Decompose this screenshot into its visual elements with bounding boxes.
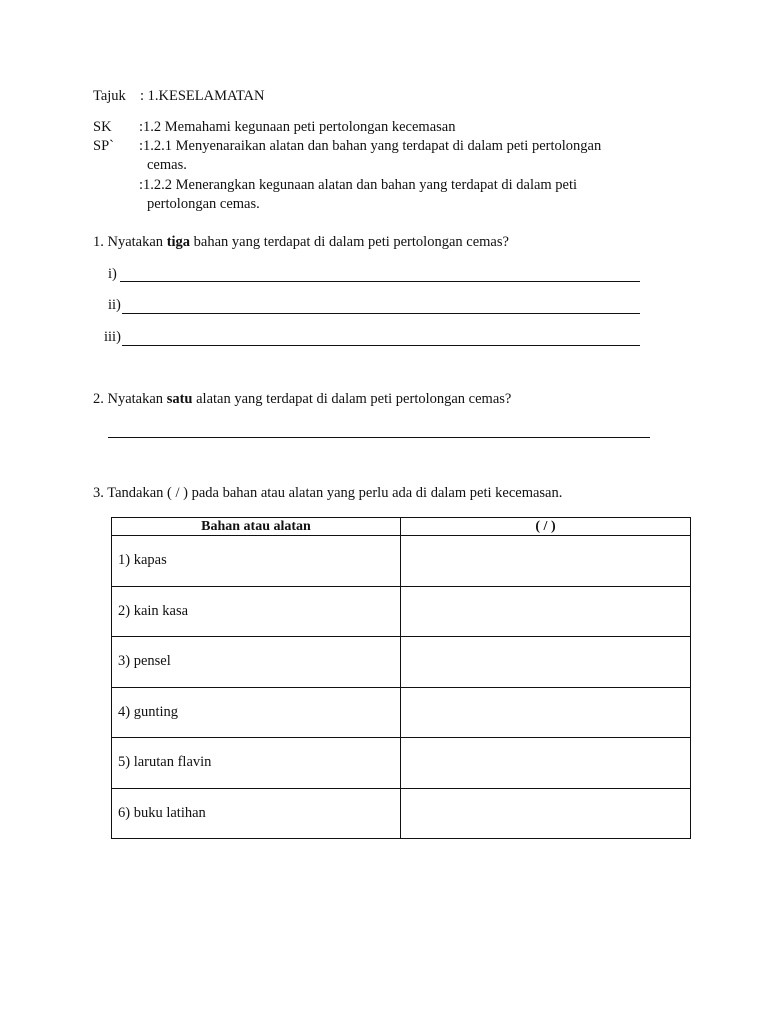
answer-1-label: i) (108, 266, 117, 282)
item-label: 1) kapas (112, 536, 401, 587)
sp-2-line2: pertolongan cemas. (147, 196, 260, 212)
answer-2-line[interactable] (122, 297, 640, 314)
header-tick: ( / ) (401, 518, 691, 536)
item-label: 2) kain kasa (112, 586, 401, 637)
tick-cell[interactable] (401, 586, 691, 637)
item-label: 6) buku latihan (112, 788, 401, 839)
sp-1-line2: cemas. (147, 157, 187, 173)
tick-cell[interactable] (401, 788, 691, 839)
tick-cell[interactable] (401, 637, 691, 688)
table-row (112, 586, 691, 637)
answer-q2-line[interactable] (108, 421, 650, 438)
answer-3-line[interactable] (122, 329, 640, 346)
tajuk-value: : 1.KESELAMATAN (140, 88, 265, 104)
item-label: 3) pensel (112, 637, 401, 688)
table-row (112, 637, 691, 688)
sp-label: SP` (93, 138, 114, 154)
table-header-row (112, 518, 691, 536)
checklist-table (111, 517, 691, 839)
tick-cell[interactable] (401, 738, 691, 789)
sk-label: SK (93, 119, 112, 135)
sk-value: :1.2 Memahami kegunaan peti pertolongan kecemasan (139, 119, 456, 135)
question-1: 1. Nyatakan tiga bahan yang terdapat di dalam peti pertolongan cemas? (93, 234, 509, 250)
answer-2-label: ii) (108, 297, 121, 313)
header-bahan-alatan: Bahan atau alatan (112, 518, 401, 536)
item-label: 5) larutan flavin (112, 738, 401, 789)
item-label: 4) gunting (112, 687, 401, 738)
question-2: 2. Nyatakan satu alatan yang terdapat di dalam peti pertolongan cemas? (93, 391, 512, 407)
table-row (112, 738, 691, 789)
tajuk-label: Tajuk (93, 88, 126, 104)
answer-3-label: iii) (104, 329, 121, 345)
table-row (112, 687, 691, 738)
tick-cell[interactable] (401, 536, 691, 587)
table-row (112, 536, 691, 587)
tick-cell[interactable] (401, 687, 691, 738)
sp-1-line1: :1.2.1 Menyenaraikan alatan dan bahan yang terdapat di dalam peti pertolongan (139, 138, 602, 154)
answer-1-line[interactable] (120, 265, 640, 282)
table-row (112, 788, 691, 839)
sp-2-line1: :1.2.2 Menerangkan kegunaan alatan dan bahan yang terdapat di dalam peti (139, 177, 578, 193)
question-3: 3. Tandakan ( / ) pada bahan atau alatan yang perlu ada di dalam peti kecemasan. (93, 485, 563, 501)
